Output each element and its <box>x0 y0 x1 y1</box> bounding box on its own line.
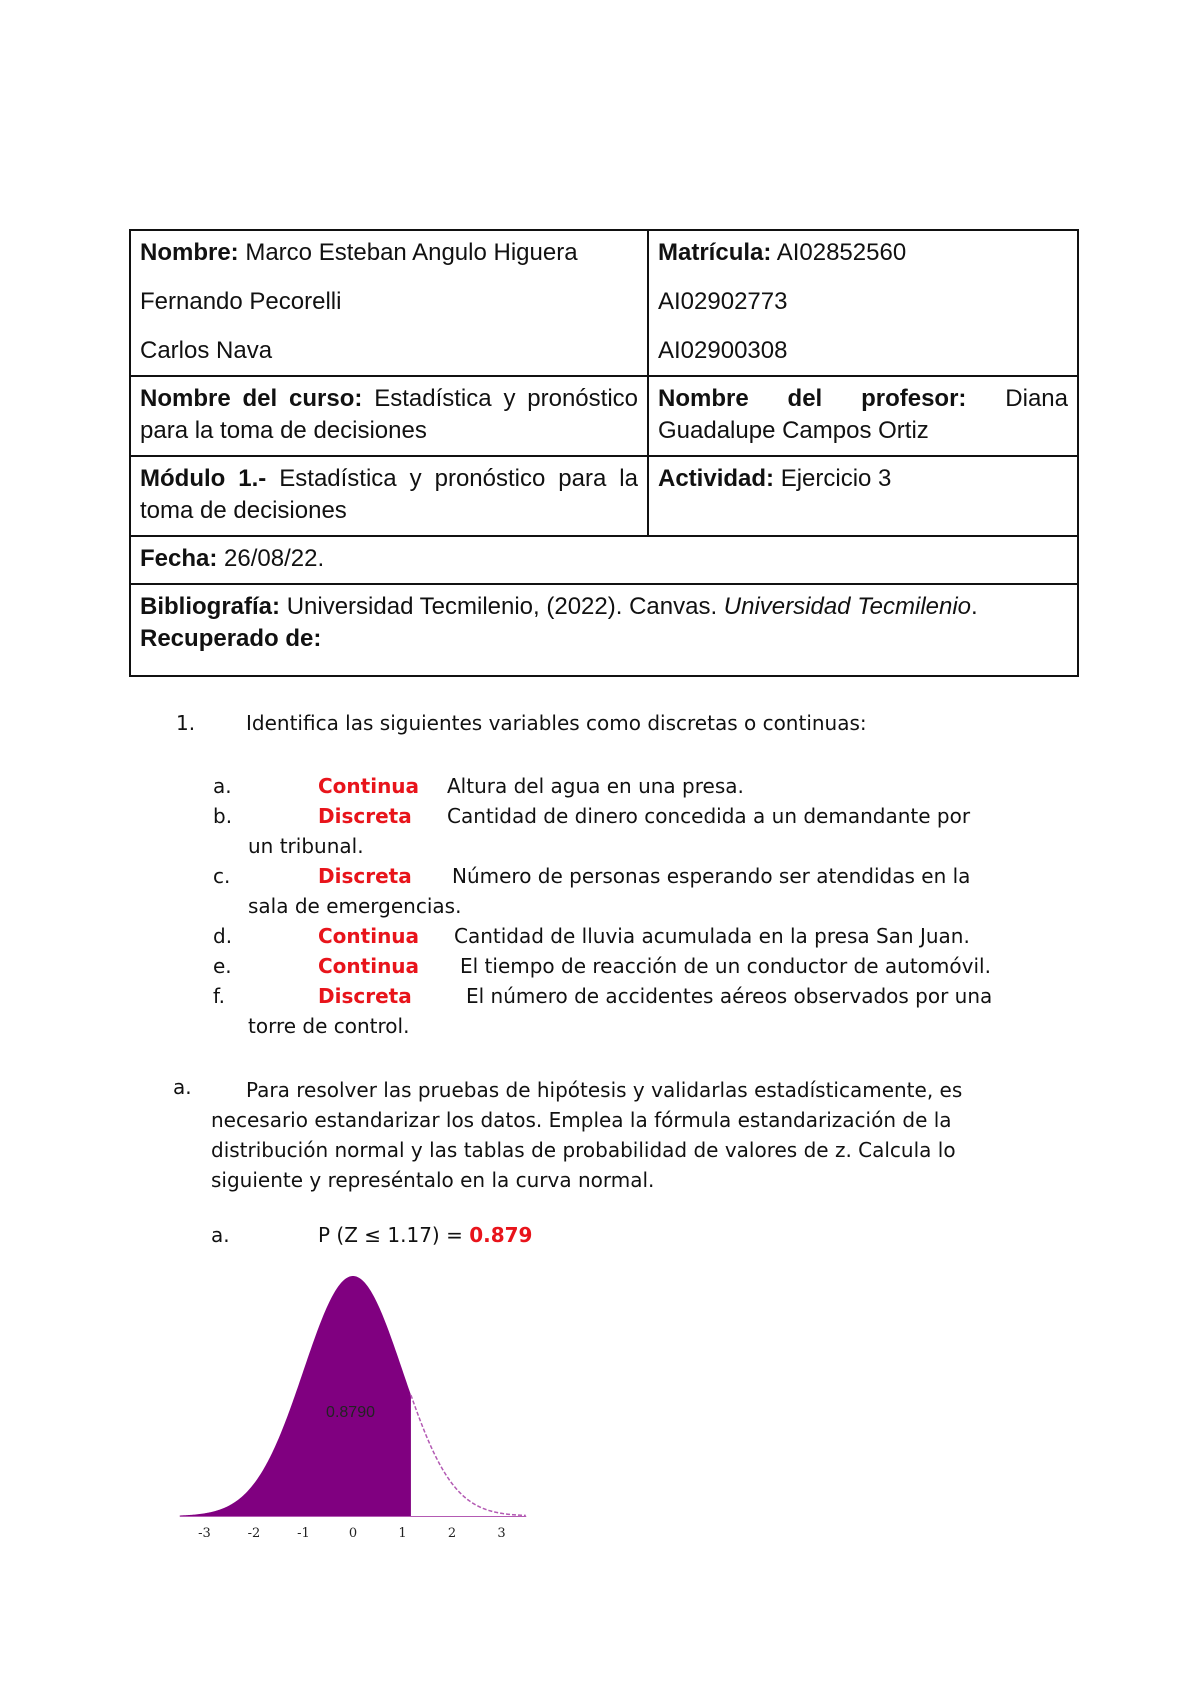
curve-tail-line <box>411 1395 526 1516</box>
x-tick-label: 2 <box>447 1526 457 1541</box>
activity-label: Actividad: <box>658 465 775 492</box>
question2-line: Para resolver las pruebas de hipótesis y validarlas estadísticamente, es <box>246 1078 963 1102</box>
name-label: Nombre: <box>140 239 239 266</box>
answer-label: Discreta <box>318 864 412 888</box>
variable-description-continued: sala de emergencias. <box>248 894 462 918</box>
matricula-value: AI02902773 <box>658 288 788 315</box>
subquestion-marker: a. <box>211 1223 230 1247</box>
student-name: Fernando Pecorelli <box>140 288 342 315</box>
teacher-cell <box>648 376 1078 456</box>
course-name: Estadística y pronóstico para la toma de decisiones <box>140 385 639 444</box>
question2-line: siguiente y represéntalo en la curva normal. <box>211 1168 655 1192</box>
variable-description-continued: un tribunal. <box>248 834 364 858</box>
variable-description: Altura del agua en una presa. <box>447 774 744 798</box>
variable-description-continued: torre de control. <box>248 1014 410 1038</box>
date-value: 26/08/22. <box>224 545 325 572</box>
student-name: Marco Esteban Angulo Higuera <box>245 239 578 266</box>
question1-number: 1. <box>176 711 196 735</box>
module-label: Módulo 1.- <box>140 465 267 492</box>
answer-label: Discreta <box>318 804 412 828</box>
teacher-name: Diana Guadalupe Campos Ortiz <box>658 385 1069 444</box>
module-name: Estadística y pronóstico para la toma de decisiones <box>140 465 638 524</box>
question2-line: necesario estandarizar los datos. Emplea la fórmula estandarización de la <box>211 1108 952 1132</box>
answer-label: Discreta <box>318 984 412 1008</box>
question1-text: Identifica las siguientes variables como discretas o continuas: <box>246 711 867 735</box>
answer-label: Continua <box>318 774 420 798</box>
x-tick-label: -3 <box>198 1526 211 1541</box>
list-item-marker: f. <box>213 984 225 1008</box>
list-item-marker: a. <box>213 774 232 798</box>
biblio-recovered: Recuperado de: <box>140 625 322 652</box>
biblio-text: Universidad Tecmilenio, (2022). Canvas. <box>286 593 718 620</box>
area-value-label: 0.8790 <box>326 1404 375 1421</box>
question2-line: distribución normal y las tablas de probabilidad de valores de z. Calcula lo <box>211 1138 956 1162</box>
list-item-marker: d. <box>213 924 233 948</box>
variable-description: Cantidad de dinero concedida a un demandante por <box>447 804 971 828</box>
variable-description: El tiempo de reacción de un conductor de automóvil. <box>460 954 991 978</box>
x-tick-label: -1 <box>297 1526 310 1541</box>
biblio-period: . <box>971 593 978 620</box>
teacher-label: Nombre del profesor: <box>658 385 967 412</box>
x-tick-label: -2 <box>247 1526 261 1541</box>
matricula-value: AI02852560 <box>776 239 907 266</box>
course-cell <box>130 376 648 456</box>
activity-name: Ejercicio 3 <box>780 465 892 492</box>
activity-cell <box>648 456 1078 536</box>
list-item-marker: e. <box>213 954 232 978</box>
matricula-cell <box>648 230 1078 376</box>
student-name: Carlos Nava <box>140 337 273 364</box>
list-item-marker: c. <box>213 864 231 888</box>
formula-result: 0.879 <box>469 1223 533 1247</box>
formula-line <box>318 1223 532 1247</box>
date-cell <box>130 536 1078 584</box>
x-tick-label: 0 <box>348 1526 358 1541</box>
date-label: Fecha: <box>140 545 218 572</box>
info-table <box>129 229 1079 677</box>
x-tick-label: 1 <box>398 1526 407 1541</box>
shaded-area <box>180 1276 411 1516</box>
variable-description: El número de accidentes aéreos observados por una <box>466 984 993 1008</box>
x-tick-label: 3 <box>497 1526 506 1541</box>
matricula-value: AI02900308 <box>658 337 788 364</box>
answer-label: Continua <box>318 924 420 948</box>
module-cell <box>130 456 648 536</box>
bibliography-cell <box>130 584 1078 676</box>
names-cell <box>130 230 648 376</box>
variable-description: Número de personas esperando ser atendidas en la <box>452 864 971 888</box>
formula-text: P (Z ≤ 1.17) = <box>318 1223 470 1247</box>
course-label: Nombre del curso: <box>140 385 363 412</box>
biblio-label: Bibliografía: <box>140 593 281 620</box>
biblio-italic: Universidad Tecmilenio <box>723 593 972 620</box>
question2-marker: a. <box>173 1075 192 1099</box>
answer-label: Continua <box>318 954 420 978</box>
variable-description: Cantidad de lluvia acumulada en la presa San Juan. <box>454 924 970 948</box>
list-item-marker: b. <box>213 804 233 828</box>
normal-curve-chart <box>170 1265 540 1545</box>
matricula-label: Matrícula: <box>658 239 772 266</box>
